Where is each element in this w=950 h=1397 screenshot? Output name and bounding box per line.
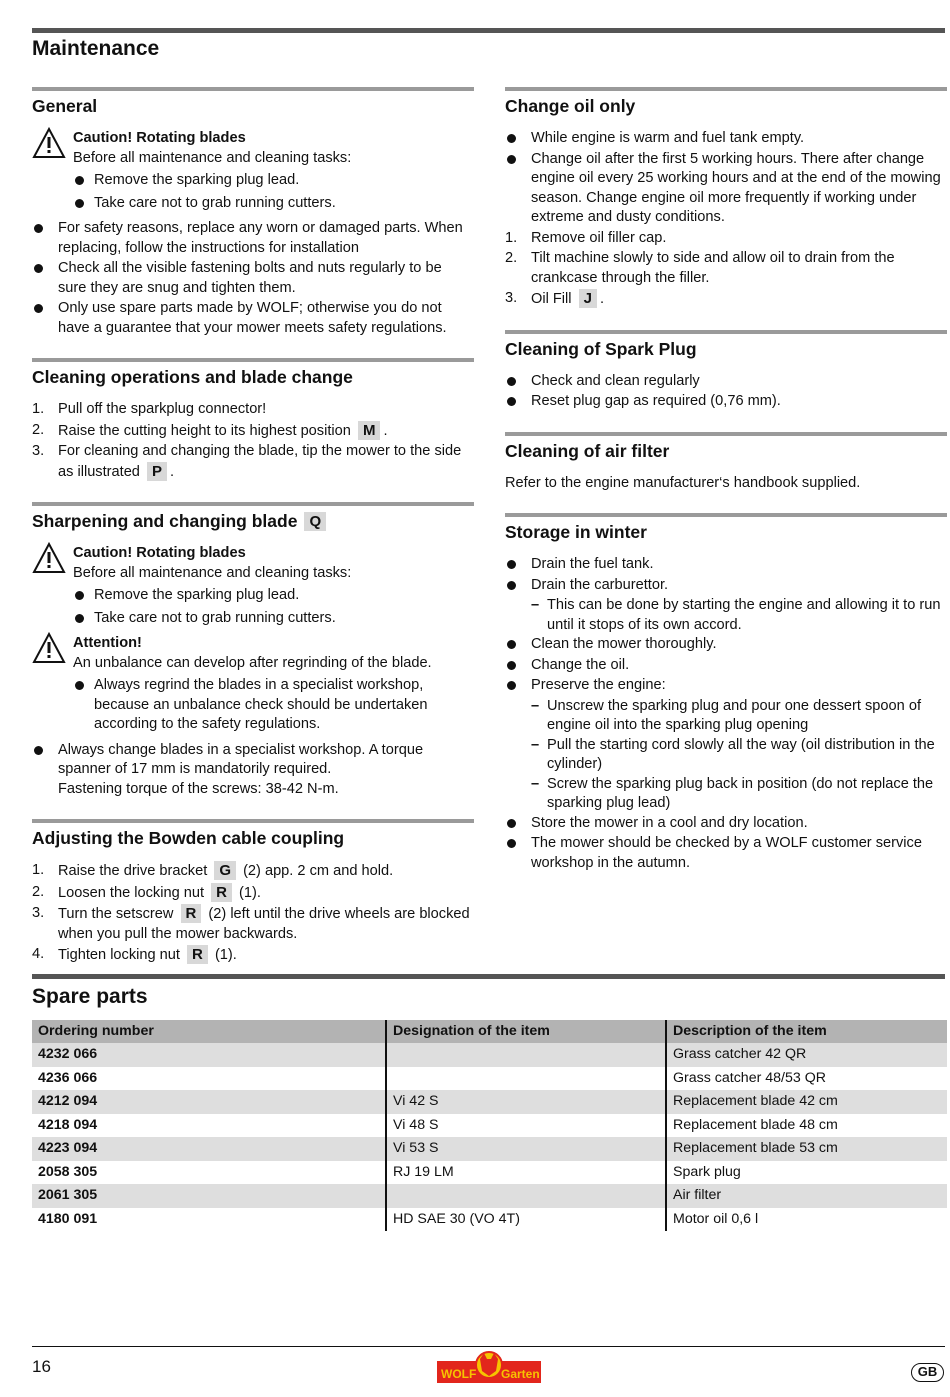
list-item: Drain the fuel tank. bbox=[505, 555, 947, 575]
step-text: (2) left until the drive wheels are blocked when you pull the mower backwards. bbox=[58, 906, 470, 942]
caution-text: Before all maintenance and cleaning tasks: bbox=[73, 149, 352, 166]
table-cell: Grass catcher 42 QR bbox=[666, 1043, 947, 1067]
section-rule bbox=[505, 330, 947, 334]
list-item: Store the mower in a cool and dry location. bbox=[505, 814, 947, 834]
table-row bbox=[32, 1114, 947, 1138]
attention-block bbox=[32, 634, 474, 735]
step-number: 2. bbox=[505, 250, 518, 266]
list-item: Take care not to grab running cutters. bbox=[73, 194, 474, 214]
list-item: Drain the carburettor. bbox=[505, 576, 947, 596]
right-column bbox=[505, 87, 947, 893]
table-cell: Vi 42 S bbox=[386, 1090, 666, 1114]
caution-title: Caution! Rotating blades bbox=[73, 130, 246, 146]
section-title: Cleaning of Spark Plug bbox=[505, 338, 697, 359]
list-item: Clean the mower thoroughly. bbox=[505, 635, 947, 655]
step-number: 2. bbox=[32, 883, 45, 900]
section-title: Cleaning operations and blade change bbox=[32, 367, 353, 387]
table-cell: 2058 305 bbox=[38, 1163, 98, 1180]
table-cell: 4232 066 bbox=[32, 1043, 386, 1067]
table-cell: Grass catcher 48/53 QR bbox=[666, 1067, 947, 1091]
table-cell bbox=[386, 1184, 666, 1208]
step-text: Oil Fill bbox=[531, 291, 572, 307]
numbered-step bbox=[32, 904, 474, 944]
step-text: Tighten locking nut bbox=[58, 947, 180, 963]
figure-key: Q bbox=[304, 512, 326, 531]
step-number: 3. bbox=[32, 443, 45, 459]
step-suffix: . bbox=[383, 422, 388, 439]
list-item-text: Always change blades in a specialist workshop. A torque spanner of 17 mm is mandatorily required. bbox=[58, 741, 424, 777]
section-title: Adjusting the Bowden cable coupling bbox=[32, 828, 345, 848]
numbered-step bbox=[505, 289, 947, 310]
section-rule bbox=[32, 358, 474, 362]
table-row bbox=[32, 1208, 947, 1232]
table-cell: HD SAE 30 (VO 4T) bbox=[386, 1208, 666, 1232]
table-cell bbox=[386, 1067, 666, 1091]
list-item-text: Fastening torque of the screws: 38-42 N-m. bbox=[58, 780, 339, 797]
section-storage bbox=[505, 513, 947, 873]
figure-key: R bbox=[187, 945, 208, 964]
table-cell: 4223 094 bbox=[32, 1137, 386, 1161]
warning-triangle-icon bbox=[32, 632, 66, 664]
table-row bbox=[32, 1043, 947, 1067]
step-text: (2) app. 2 cm and hold. bbox=[243, 863, 394, 879]
numbered-step bbox=[505, 229, 947, 249]
list-item: Only use spare parts made by WOLF; otherwise you do not have a guarantee that your mower meets safety regulations. bbox=[32, 299, 474, 338]
numbered-step bbox=[32, 400, 474, 420]
table-row bbox=[32, 1137, 947, 1161]
list-item: Remove the sparking plug lead. bbox=[73, 171, 474, 191]
section-title: Change oil only bbox=[505, 96, 636, 116]
step-text: (1). bbox=[239, 884, 261, 901]
step-number: 1. bbox=[32, 401, 45, 417]
page-number: 16 bbox=[32, 1357, 51, 1376]
section-bowden bbox=[32, 819, 474, 966]
warning-triangle-icon bbox=[32, 127, 66, 159]
numbered-step bbox=[32, 883, 474, 904]
table-row bbox=[32, 1067, 947, 1091]
step-text: (1). bbox=[214, 947, 237, 963]
numbered-step bbox=[32, 442, 474, 482]
logo-text-left: WOLF bbox=[441, 1367, 477, 1381]
table-cell: 4236 066 bbox=[38, 1069, 98, 1086]
list-item: Preserve the engine: bbox=[505, 676, 947, 696]
list-item: Reset plug gap as required (0,76 mm). bbox=[505, 392, 947, 412]
table-cell: 4180 091 bbox=[38, 1210, 98, 1227]
caution-block bbox=[32, 544, 474, 628]
numbered-step bbox=[505, 249, 947, 288]
list-item: For safety reasons, replace any worn or damaged parts. When replacing, follow the instructions for installation bbox=[32, 219, 474, 258]
section-cleaning bbox=[32, 358, 474, 482]
page-title: Maintenance bbox=[32, 37, 160, 60]
section-title: General bbox=[32, 96, 98, 116]
section-spark-plug bbox=[505, 330, 947, 412]
figure-key: R bbox=[211, 883, 232, 902]
list-item: Take care not to grab running cutters. bbox=[73, 609, 474, 629]
step-number: 1. bbox=[32, 862, 45, 878]
table-cell: Replacement blade 53 cm bbox=[666, 1137, 947, 1161]
step-text: Turn the setscrew bbox=[58, 906, 174, 922]
table-cell: Air filter bbox=[666, 1184, 947, 1208]
sub-item: – This can be done by starting the engine and allowing it to run until it stops of its own accord. bbox=[531, 596, 947, 635]
left-column bbox=[32, 87, 474, 986]
step-number: 3. bbox=[505, 290, 518, 306]
spare-parts-table bbox=[32, 1020, 947, 1231]
column-header: Description of the item bbox=[666, 1020, 947, 1043]
attention-text: An unbalance can develop after regrinding of the blade. bbox=[73, 654, 432, 671]
table-cell: RJ 19 LM bbox=[386, 1161, 666, 1185]
table-cell: Replacement blade 42 cm bbox=[666, 1090, 947, 1114]
section-oil bbox=[505, 87, 947, 310]
figure-key: G bbox=[214, 861, 236, 880]
paragraph: Refer to the engine manufacturer‘s handbook supplied. bbox=[505, 474, 861, 491]
list-item: Change oil after the first 5 working hours. There after change engine oil every 25 working hours and at the end of the mowing season. Change engine oil more frequently if working under extreme and dusty conditions. bbox=[505, 150, 947, 228]
numbered-step bbox=[32, 945, 474, 966]
sub-item: – Screw the sparking plug back in position (do not replace the sparking plug lead) bbox=[531, 775, 947, 814]
caution-title: Caution! Rotating blades bbox=[73, 545, 246, 561]
spare-parts-rule bbox=[32, 974, 945, 979]
section-title: Cleaning of air filter bbox=[505, 440, 670, 461]
list-item bbox=[32, 741, 474, 800]
top-rule bbox=[32, 28, 945, 33]
table-row bbox=[32, 1161, 947, 1185]
step-suffix: . bbox=[599, 291, 605, 307]
sub-item: – Unscrew the sparking plug and pour one dessert spoon of engine oil into the sparking plug opening bbox=[531, 697, 947, 736]
table-cell: Replacement blade 48 cm bbox=[666, 1114, 947, 1138]
section-air-filter bbox=[505, 432, 947, 494]
step-text: Raise the cutting height to its highest position bbox=[58, 422, 351, 439]
table-cell: 4212 094 bbox=[32, 1090, 386, 1114]
list-item: Always regrind the blades in a specialist workshop, because an unbalance check should be undertaken according to the safety regulations. bbox=[73, 676, 474, 735]
table-header-row bbox=[32, 1020, 947, 1043]
table-cell: Spark plug bbox=[666, 1161, 947, 1185]
section-rule bbox=[505, 432, 947, 436]
numbered-step bbox=[32, 861, 474, 882]
wolf-garten-logo bbox=[437, 1351, 541, 1385]
step-text: Tilt machine slowly to side and allow oil to drain from the crankcase through the filler. bbox=[531, 250, 895, 286]
section-rule bbox=[505, 513, 947, 517]
table-cell: 4218 094 bbox=[38, 1116, 98, 1133]
list-item: Check and clean regularly bbox=[505, 372, 947, 392]
numbered-step bbox=[32, 421, 474, 442]
figure-key: R bbox=[181, 904, 202, 923]
section-general bbox=[32, 87, 474, 338]
list-item: Check all the visible fastening bolts and nuts regularly to be sure they are snug and tighten them. bbox=[32, 259, 474, 298]
table-cell: Vi 53 S bbox=[386, 1137, 666, 1161]
section-rule bbox=[32, 819, 474, 823]
section-title bbox=[32, 510, 474, 532]
figure-key: J bbox=[579, 289, 597, 308]
section-sharpening bbox=[32, 502, 474, 799]
step-text: For cleaning and changing the blade, tip the mower to the side as illustrated bbox=[58, 443, 462, 480]
table-row bbox=[32, 1184, 947, 1208]
table-cell: Motor oil 0,6 l bbox=[666, 1208, 947, 1232]
list-item: Change the oil. bbox=[505, 656, 947, 676]
step-text: Remove oil filler cap. bbox=[531, 229, 667, 246]
caution-block bbox=[32, 129, 474, 213]
list-item: While engine is warm and fuel tank empty. bbox=[505, 129, 947, 149]
figure-key: P bbox=[147, 462, 167, 481]
footer-rule bbox=[32, 1346, 945, 1347]
section-rule bbox=[32, 502, 474, 506]
section-rule bbox=[32, 87, 474, 91]
column-header: Ordering number bbox=[32, 1020, 386, 1043]
step-number: 2. bbox=[32, 421, 45, 438]
section-rule bbox=[505, 87, 947, 91]
list-item: Remove the sparking plug lead. bbox=[73, 586, 474, 606]
country-badge: GB bbox=[911, 1363, 944, 1382]
table-cell: Vi 48 S bbox=[386, 1114, 666, 1138]
step-suffix: . bbox=[170, 463, 175, 480]
list-item: The mower should be checked by a WOLF customer service workshop in the autumn. bbox=[505, 834, 947, 873]
figure-key: M bbox=[358, 421, 381, 440]
spare-parts-title: Spare parts bbox=[32, 985, 148, 1008]
step-number: 1. bbox=[505, 229, 518, 246]
step-text: Loosen the locking nut bbox=[58, 884, 205, 901]
warning-triangle-icon bbox=[32, 542, 66, 574]
table-row bbox=[32, 1090, 947, 1114]
table-cell: 2061 305 bbox=[32, 1184, 386, 1208]
step-text: Raise the drive bracket bbox=[58, 863, 208, 879]
table-cell bbox=[386, 1043, 666, 1067]
step-number: 4. bbox=[32, 946, 45, 962]
column-header: Designation of the item bbox=[386, 1020, 666, 1043]
section-title-text: Sharpening and changing blade bbox=[32, 511, 298, 531]
sub-item: – Pull the starting cord slowly all the way (oil distribution in the cylinder) bbox=[531, 736, 947, 775]
step-number: 3. bbox=[32, 905, 45, 921]
section-title: Storage in winter bbox=[505, 522, 647, 542]
step-text: Pull off the sparkplug connector! bbox=[58, 401, 267, 417]
logo-text-right: Garten bbox=[501, 1367, 540, 1381]
attention-title: Attention! bbox=[73, 635, 142, 651]
caution-text: Before all maintenance and cleaning tasks: bbox=[73, 564, 352, 581]
